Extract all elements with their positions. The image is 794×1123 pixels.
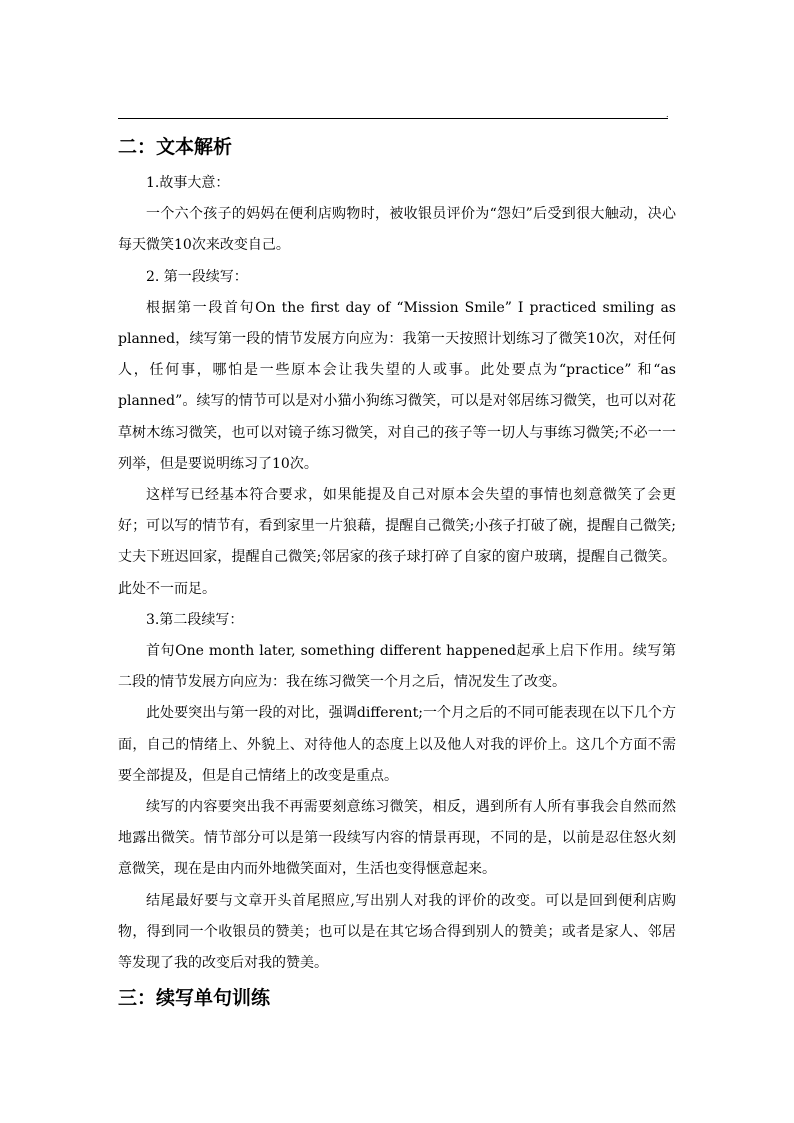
header-rule (118, 118, 668, 119)
paragraph-1-label: 2. 第一段续写： (146, 268, 248, 285)
section-3-heading: 三：续写单句训练 (118, 987, 271, 1010)
document-body (118, 132, 676, 1013)
paragraph-1-suggestions: 这样写已经基本符合要求，如果能提及自己对原本会失望的事情也刻意微笑了会更好；可以写的情节有，看到家里一片狼藉，提醒自己微笑;小孩子打破了碗，提醒自己微笑;丈夫下班迟回家，提醒自己微笑;邻居家的孩子球打碎了自家的窗户玻璃，提醒自己微笑。此处不一而足。 (118, 487, 676, 597)
section-2-heading: 二：文本解析 (118, 136, 233, 158)
header-mark: . (666, 110, 669, 119)
paragraph-2-content: 续写的内容要突出我不再需要刻意练习微笑，相反，遇到所有人所有事我会自然而然地露出微笑。情节部分可以是第一段续写内容的情景再现，不同的是，以前是忍住怒火刻意微笑，现在是由内而外地微笑面对，生活也变得惬意起来。 (118, 799, 676, 878)
story-summary-label: 1.故事大意： (146, 175, 230, 191)
paragraph-2-analysis: 首句One month later, something different happened起承上启下作用。续写第二段的情节发展方向应为：我在练习微笑一个月之后，情况发生了改变。 (118, 643, 676, 691)
paragraph-1-analysis: 根据第一段首句On the first day of “Mission Smile” I practiced smiling as planned，续写第一段的情节发展方向应为：我第一天按照计划练习了微笑10次，对任何人，任何事，哪怕是一些原本会让我失望的人或事。此处要点为“practice” 和“as planned”。续写的情节可以是对小猫小狗练习微笑，可以是对邻居练习微笑，也可以对花草树木练习微笑，也可以对镜子练习微笑，对自己的孩子等一切人与事练习微笑;不必一一列举，但是要说明练习了10次。 (118, 299, 676, 472)
paragraph-2-ending: 结尾最好要与文章开头首尾照应,写出别人对我的评价的改变。可以是回到便利店购物，得到同一个收银员的赞美；也可以是在其它场合得到别人的赞美；或者是家人、邻居等发现了我的改变后对我的赞美。 (118, 892, 676, 972)
story-summary-text: 一个六个孩子的妈妈在便利店购物时，被收银员评价为“怨妇”后受到很大触动，决心每天微笑10次来改变自己。 (118, 206, 676, 254)
paragraph-2-label: 3.第二段续写： (146, 611, 244, 628)
paragraph-2-contrast: 此处要突出与第一段的对比，强调different;一个月之后的不同可能表现在以下几个方面，自己的情绪上、外貌上、对待他人的态度上以及他人对我的评价上。这几个方面不需要全部提及，但是自己情绪上的改变是重点。 (118, 705, 676, 784)
